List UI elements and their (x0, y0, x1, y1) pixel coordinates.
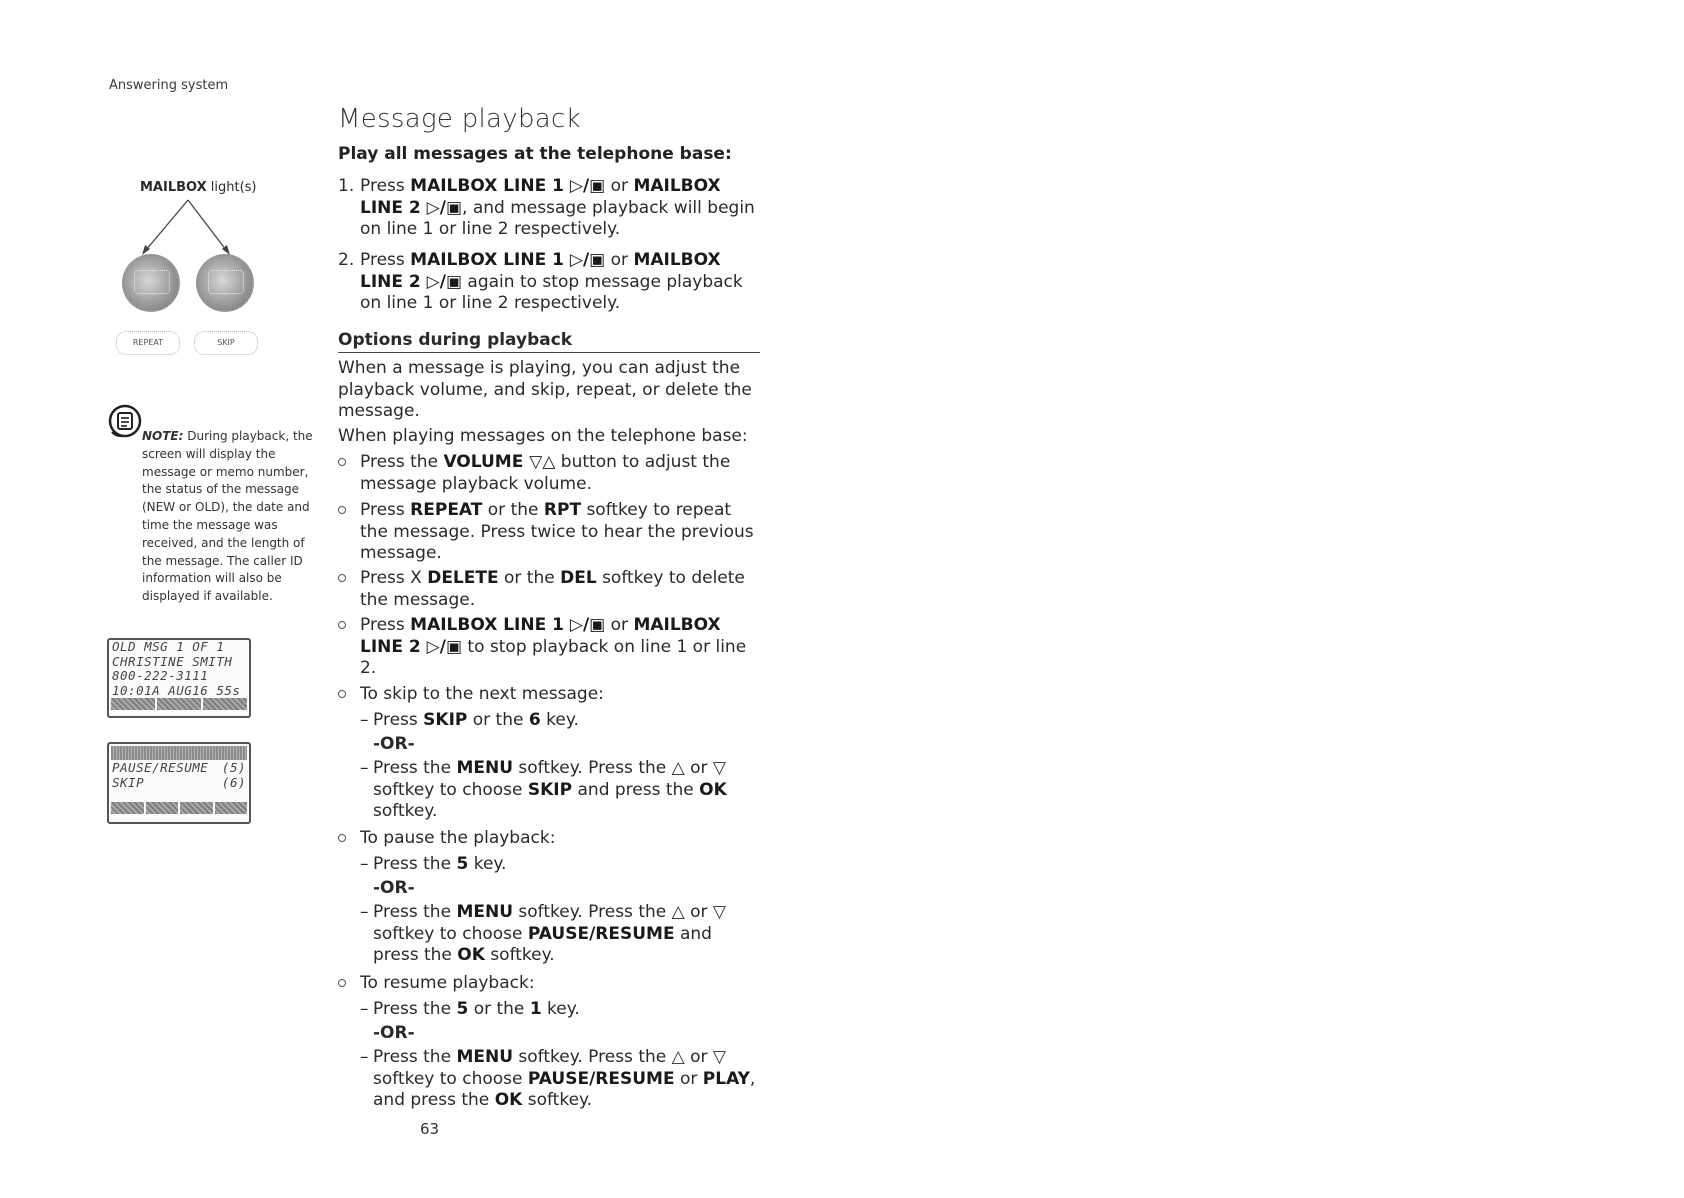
lcd-line: 800-222-3111 (112, 668, 209, 683)
options-heading: Options during playback (338, 330, 760, 353)
lcd-line: OLD MSG 1 OF 1 (112, 639, 225, 654)
lcd-line: 10:01A AUG16 55s (112, 682, 241, 698)
bullet-stop: Press MAILBOX LINE 1 ▷/▣ or MAILBOX LINE 2 ▷/▣ to stop playback on line 1 or line 2. (338, 615, 758, 680)
bullet-resume: To resume playback: (338, 973, 758, 995)
mailbox-lights-caption: MAILBOX light(s) (140, 180, 257, 195)
lcd-menu-row: PAUSE/RESUME (5) (112, 760, 246, 775)
bullet-pause: To pause the playback: (338, 828, 758, 850)
page-number: 63 (420, 1120, 440, 1138)
lcd-menu-row: SKIP (6) (112, 774, 246, 790)
resume-option-1: – Press the 5 or the 1 key. (360, 999, 580, 1019)
pause-option-1: – Press the 5 key. (360, 854, 507, 874)
step-1: 1. Press MAILBOX LINE 1 ▷/▣ or MAILBOX LINE 2 ▷/▣, and message playback will begin on line 1 or line 2 respectively. (338, 176, 755, 239)
lcd-line: CHRISTINE SMITH (112, 653, 233, 669)
playback-note: NOTE: During playback, the screen will display the message or memo number, the status of the message (NEW or OLD), the date and time the message was received, and the length of the message. The caller ID information will also be displayed if available. (142, 429, 313, 604)
bullet-skip: To skip to the next message: (338, 684, 758, 706)
repeat-button: REPEAT (116, 331, 180, 355)
lcd-softkey-bar (109, 698, 249, 712)
lcd-softkey-bar (109, 802, 249, 816)
section-label: Answering system (109, 78, 229, 93)
skip-button: SKIP (194, 331, 258, 355)
page-title: Message playback (338, 104, 581, 134)
base-intro: When playing messages on the telephone base: (338, 426, 748, 446)
options-intro: When a message is playing, you can adjust the playback volume, and skip, repeat, or delete the message. (338, 358, 752, 421)
lcd-message-info (107, 638, 251, 718)
pointer-arrows (118, 198, 258, 258)
pause-option-2: – Press the MENU softkey. Press the △ or ▽ softkey to choose PAUSE/RESUME and press the OK softkey. (360, 902, 726, 965)
bullet-volume: Press the VOLUME ▽△ button to adjust the message playback volume. (338, 452, 758, 495)
step-2: 2. Press MAILBOX LINE 1 ▷/▣ or MAILBOX LINE 2 ▷/▣ again to stop message playback on line 1 or line 2 respectively. (338, 250, 743, 313)
skip-option-2: – Press the MENU softkey. Press the △ or ▽ softkey to choose SKIP and press the OK softkey. (360, 758, 727, 821)
mailbox-line1-light (122, 254, 180, 312)
bullet-delete: Press X DELETE or the DEL softkey to delete the message. (338, 568, 758, 611)
subheading: Play all messages at the telephone base: (338, 144, 732, 164)
or-separator: -OR- (373, 734, 415, 754)
lcd-menu (107, 742, 251, 824)
lcd-highlight-bar (111, 746, 247, 760)
resume-option-2: – Press the MENU softkey. Press the △ or ▽ softkey to choose PAUSE/RESUME or PLAY, and press the OK softkey. (360, 1047, 756, 1110)
note-icon (108, 404, 142, 438)
or-separator: -OR- (373, 878, 415, 898)
mailbox-line2-light (196, 254, 254, 312)
or-separator: -OR- (373, 1023, 415, 1043)
skip-option-1: – Press SKIP or the 6 key. (360, 710, 579, 730)
bullet-repeat: Press REPEAT or the RPT softkey to repeat the message. Press twice to hear the previous message. (338, 500, 758, 565)
